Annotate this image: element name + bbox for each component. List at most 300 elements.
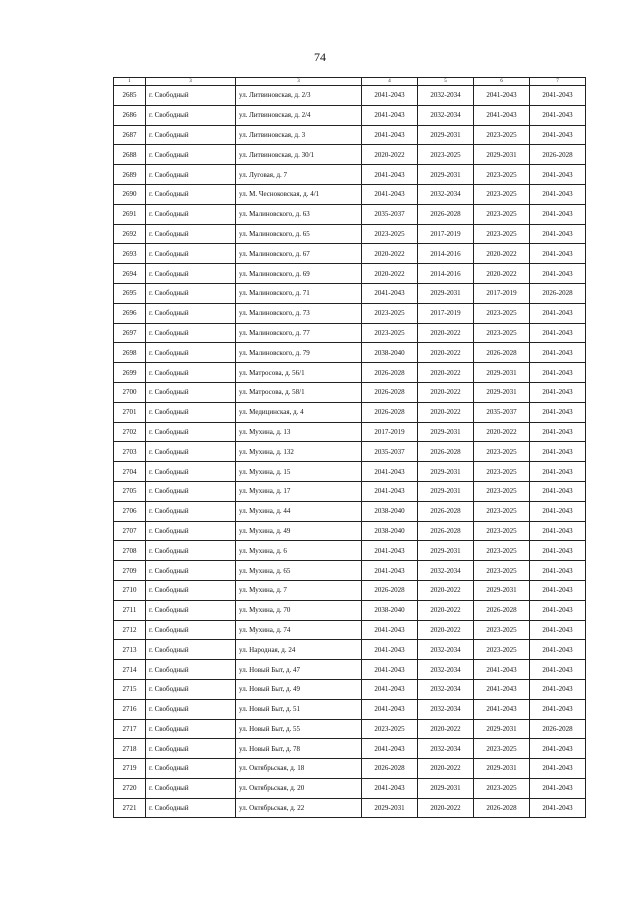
city-cell: г. Свободный	[146, 600, 236, 620]
table-row	[114, 739, 586, 759]
address-cell: ул. Луговая, д. 7	[236, 165, 362, 185]
period-cell-4: 2026-2028	[362, 580, 418, 600]
period-cell-6: 2020-2022	[474, 422, 530, 442]
period-cell-7: 2041-2043	[530, 640, 586, 660]
period-cell-7: 2041-2043	[530, 224, 586, 244]
period-cell-5: 2032-2034	[418, 184, 474, 204]
address-cell: ул. Мухина, д. 44	[236, 501, 362, 521]
row-number: 2705	[114, 481, 146, 501]
row-number: 2702	[114, 422, 146, 442]
period-cell-6: 2026-2028	[474, 798, 530, 818]
period-cell-5: 2032-2034	[418, 739, 474, 759]
period-cell-5: 2020-2022	[418, 382, 474, 402]
row-number: 2697	[114, 323, 146, 343]
period-cell-4: 2026-2028	[362, 759, 418, 779]
table-row	[114, 521, 586, 541]
table-row	[114, 125, 586, 145]
period-cell-4: 2041-2043	[362, 125, 418, 145]
address-cell: ул. Октябрьская, д. 18	[236, 759, 362, 779]
period-cell-5: 2020-2022	[418, 719, 474, 739]
period-cell-7: 2041-2043	[530, 699, 586, 719]
city-cell: г. Свободный	[146, 343, 236, 363]
period-cell-7: 2041-2043	[530, 739, 586, 759]
address-cell: ул. Мухина, д. 132	[236, 442, 362, 462]
address-cell: ул. Мухина, д. 49	[236, 521, 362, 541]
period-cell-5: 2020-2022	[418, 323, 474, 343]
period-cell-4: 2041-2043	[362, 699, 418, 719]
period-cell-5: 2032-2034	[418, 105, 474, 125]
city-cell: г. Свободный	[146, 521, 236, 541]
table-row	[114, 620, 586, 640]
city-cell: г. Свободный	[146, 283, 236, 303]
period-cell-4: 2041-2043	[362, 86, 418, 106]
period-cell-7: 2041-2043	[530, 125, 586, 145]
period-cell-5: 2029-2031	[418, 462, 474, 482]
period-cell-6: 2026-2028	[474, 343, 530, 363]
period-cell-5: 2032-2034	[418, 699, 474, 719]
city-cell: г. Свободный	[146, 264, 236, 284]
period-cell-6: 2041-2043	[474, 660, 530, 680]
period-cell-4: 2035-2037	[362, 442, 418, 462]
address-cell: ул. Малиновского, д. 65	[236, 224, 362, 244]
period-cell-4: 2020-2022	[362, 145, 418, 165]
period-cell-6: 2029-2031	[474, 363, 530, 383]
address-cell: ул. Мухина, д. 6	[236, 541, 362, 561]
period-cell-6: 2023-2025	[474, 620, 530, 640]
row-number: 2693	[114, 244, 146, 264]
period-cell-4: 2041-2043	[362, 283, 418, 303]
period-cell-4: 2041-2043	[362, 184, 418, 204]
period-cell-4: 2026-2028	[362, 382, 418, 402]
period-cell-4: 2041-2043	[362, 620, 418, 640]
period-cell-6: 2029-2031	[474, 382, 530, 402]
period-cell-4: 2020-2022	[362, 264, 418, 284]
period-cell-6: 2026-2028	[474, 600, 530, 620]
column-header: 5	[418, 78, 474, 86]
city-cell: г. Свободный	[146, 442, 236, 462]
row-number: 2720	[114, 778, 146, 798]
address-cell: ул. Новый Быт, д. 49	[236, 679, 362, 699]
period-cell-5: 2020-2022	[418, 580, 474, 600]
row-number: 2712	[114, 620, 146, 640]
period-cell-6: 2023-2025	[474, 521, 530, 541]
table-row	[114, 303, 586, 323]
period-cell-5: 2029-2031	[418, 778, 474, 798]
page-number: 74	[314, 50, 326, 64]
period-cell-5: 2026-2028	[418, 442, 474, 462]
city-cell: г. Свободный	[146, 224, 236, 244]
period-cell-4: 2041-2043	[362, 679, 418, 699]
city-cell: г. Свободный	[146, 660, 236, 680]
city-cell: г. Свободный	[146, 204, 236, 224]
row-number: 2685	[114, 86, 146, 106]
period-cell-7: 2041-2043	[530, 620, 586, 640]
address-cell: ул. Малиновского, д. 73	[236, 303, 362, 323]
address-cell: ул. Матросова, д. 58/1	[236, 382, 362, 402]
period-cell-7: 2041-2043	[530, 165, 586, 185]
period-cell-5: 2020-2022	[418, 402, 474, 422]
period-cell-4: 2041-2043	[362, 778, 418, 798]
period-cell-7: 2041-2043	[530, 343, 586, 363]
row-number: 2698	[114, 343, 146, 363]
period-cell-6: 2023-2025	[474, 442, 530, 462]
table-row	[114, 402, 586, 422]
period-cell-6: 2023-2025	[474, 462, 530, 482]
address-cell: ул. Литвиновская, д. 2/4	[236, 105, 362, 125]
period-cell-5: 2020-2022	[418, 343, 474, 363]
table-row	[114, 204, 586, 224]
city-cell: г. Свободный	[146, 86, 236, 106]
row-number: 2709	[114, 561, 146, 581]
table-body	[114, 86, 586, 818]
column-header: 1	[114, 78, 146, 86]
table-row	[114, 679, 586, 699]
city-cell: г. Свободный	[146, 719, 236, 739]
city-cell: г. Свободный	[146, 501, 236, 521]
address-cell: ул. Новый Быт, д. 78	[236, 739, 362, 759]
period-cell-6: 2029-2031	[474, 580, 530, 600]
address-cell: ул. Малиновского, д. 63	[236, 204, 362, 224]
period-cell-4: 2023-2025	[362, 303, 418, 323]
row-number: 2701	[114, 402, 146, 422]
table-row	[114, 244, 586, 264]
period-cell-4: 2020-2022	[362, 244, 418, 264]
table-row	[114, 382, 586, 402]
address-cell: ул. Новый Быт, д. 55	[236, 719, 362, 739]
row-number: 2699	[114, 363, 146, 383]
period-cell-5: 2014-2016	[418, 244, 474, 264]
row-number: 2689	[114, 165, 146, 185]
period-cell-4: 2038-2040	[362, 521, 418, 541]
period-cell-7: 2041-2043	[530, 184, 586, 204]
table-row	[114, 283, 586, 303]
period-cell-5: 2020-2022	[418, 798, 474, 818]
city-cell: г. Свободный	[146, 125, 236, 145]
city-cell: г. Свободный	[146, 382, 236, 402]
period-cell-7: 2041-2043	[530, 323, 586, 343]
table-row	[114, 759, 586, 779]
period-cell-7: 2041-2043	[530, 778, 586, 798]
address-cell: ул. Мухина, д. 13	[236, 422, 362, 442]
period-cell-5: 2029-2031	[418, 125, 474, 145]
city-cell: г. Свободный	[146, 699, 236, 719]
period-cell-6: 2041-2043	[474, 105, 530, 125]
period-cell-7: 2041-2043	[530, 422, 586, 442]
city-cell: г. Свободный	[146, 679, 236, 699]
row-number: 2715	[114, 679, 146, 699]
address-cell: ул. Октябрьская, д. 20	[236, 778, 362, 798]
period-cell-4: 2026-2028	[362, 363, 418, 383]
period-cell-7: 2041-2043	[530, 521, 586, 541]
table-row	[114, 699, 586, 719]
period-cell-6: 2041-2043	[474, 86, 530, 106]
address-cell: ул. Октябрьская, д. 22	[236, 798, 362, 818]
table-row	[114, 165, 586, 185]
row-number: 2703	[114, 442, 146, 462]
row-number: 2719	[114, 759, 146, 779]
period-cell-4: 2023-2025	[362, 719, 418, 739]
table-row	[114, 442, 586, 462]
city-cell: г. Свободный	[146, 778, 236, 798]
period-cell-5: 2029-2031	[418, 422, 474, 442]
period-cell-5: 2014-2016	[418, 264, 474, 284]
row-number: 2714	[114, 660, 146, 680]
period-cell-7: 2041-2043	[530, 541, 586, 561]
period-cell-5: 2032-2034	[418, 640, 474, 660]
register-table	[113, 77, 586, 818]
period-cell-6: 2017-2019	[474, 283, 530, 303]
table-row	[114, 264, 586, 284]
period-cell-6: 2023-2025	[474, 125, 530, 145]
period-cell-5: 2032-2034	[418, 561, 474, 581]
column-header: 6	[474, 78, 530, 86]
period-cell-6: 2023-2025	[474, 501, 530, 521]
period-cell-5: 2032-2034	[418, 660, 474, 680]
period-cell-5: 2029-2031	[418, 481, 474, 501]
period-cell-4: 2041-2043	[362, 481, 418, 501]
period-cell-6: 2020-2022	[474, 244, 530, 264]
period-cell-6: 2023-2025	[474, 778, 530, 798]
address-cell: ул. Малиновского, д. 69	[236, 264, 362, 284]
period-cell-7: 2041-2043	[530, 303, 586, 323]
city-cell: г. Свободный	[146, 561, 236, 581]
period-cell-4: 2038-2040	[362, 501, 418, 521]
row-number: 2707	[114, 521, 146, 541]
address-cell: ул. Литвиновская, д. 2/3	[236, 86, 362, 106]
city-cell: г. Свободный	[146, 798, 236, 818]
period-cell-4: 2017-2019	[362, 422, 418, 442]
row-number: 2721	[114, 798, 146, 818]
period-cell-6: 2029-2031	[474, 719, 530, 739]
address-cell: ул. Малиновского, д. 79	[236, 343, 362, 363]
city-cell: г. Свободный	[146, 363, 236, 383]
period-cell-4: 2023-2025	[362, 323, 418, 343]
period-cell-5: 2032-2034	[418, 679, 474, 699]
column-header: 3	[236, 78, 362, 86]
period-cell-4: 2041-2043	[362, 165, 418, 185]
period-cell-5: 2020-2022	[418, 759, 474, 779]
period-cell-4: 2041-2043	[362, 660, 418, 680]
city-cell: г. Свободный	[146, 620, 236, 640]
address-cell: ул. Мухина, д. 70	[236, 600, 362, 620]
period-cell-6: 2023-2025	[474, 481, 530, 501]
period-cell-6: 2041-2043	[474, 679, 530, 699]
table-row	[114, 719, 586, 739]
period-cell-6: 2029-2031	[474, 759, 530, 779]
period-cell-6: 2023-2025	[474, 323, 530, 343]
period-cell-6: 2035-2037	[474, 402, 530, 422]
period-cell-5: 2020-2022	[418, 620, 474, 640]
city-cell: г. Свободный	[146, 541, 236, 561]
table-row	[114, 798, 586, 818]
period-cell-6: 2023-2025	[474, 640, 530, 660]
period-cell-7: 2041-2043	[530, 759, 586, 779]
period-cell-7: 2041-2043	[530, 679, 586, 699]
city-cell: г. Свободный	[146, 640, 236, 660]
table-row	[114, 640, 586, 660]
table-row	[114, 481, 586, 501]
period-cell-4: 2041-2043	[362, 462, 418, 482]
city-cell: г. Свободный	[146, 323, 236, 343]
period-cell-7: 2041-2043	[530, 382, 586, 402]
city-cell: г. Свободный	[146, 481, 236, 501]
row-number: 2716	[114, 699, 146, 719]
period-cell-7: 2041-2043	[530, 363, 586, 383]
period-cell-6: 2023-2025	[474, 303, 530, 323]
city-cell: г. Свободный	[146, 105, 236, 125]
row-number: 2704	[114, 462, 146, 482]
city-cell: г. Свободный	[146, 580, 236, 600]
city-cell: г. Свободный	[146, 165, 236, 185]
period-cell-4: 2041-2043	[362, 541, 418, 561]
period-cell-6: 2023-2025	[474, 739, 530, 759]
table-row	[114, 363, 586, 383]
period-cell-7: 2041-2043	[530, 481, 586, 501]
period-cell-6: 2020-2022	[474, 264, 530, 284]
period-cell-7: 2041-2043	[530, 462, 586, 482]
period-cell-7: 2041-2043	[530, 561, 586, 581]
period-cell-6: 2023-2025	[474, 184, 530, 204]
row-number: 2696	[114, 303, 146, 323]
period-cell-4: 2023-2025	[362, 224, 418, 244]
row-number: 2692	[114, 224, 146, 244]
column-header: 3	[146, 78, 236, 86]
period-cell-4: 2026-2028	[362, 402, 418, 422]
row-number: 2718	[114, 739, 146, 759]
row-number: 2695	[114, 283, 146, 303]
period-cell-6: 2041-2043	[474, 699, 530, 719]
period-cell-4: 2041-2043	[362, 640, 418, 660]
period-cell-7: 2041-2043	[530, 798, 586, 818]
period-cell-6: 2029-2031	[474, 145, 530, 165]
address-cell: ул. Новый Быт, д. 47	[236, 660, 362, 680]
period-cell-4: 2035-2037	[362, 204, 418, 224]
period-cell-4: 2041-2043	[362, 739, 418, 759]
table-row	[114, 501, 586, 521]
period-cell-7: 2041-2043	[530, 86, 586, 106]
period-cell-5: 2026-2028	[418, 204, 474, 224]
address-cell: ул. Матросова, д. 56/1	[236, 363, 362, 383]
address-cell: ул. Малиновского, д. 77	[236, 323, 362, 343]
address-cell: ул. Малиновского, д. 67	[236, 244, 362, 264]
address-cell: ул. Литвиновская, д. 30/1	[236, 145, 362, 165]
period-cell-7: 2041-2043	[530, 244, 586, 264]
table-row	[114, 541, 586, 561]
period-cell-7: 2041-2043	[530, 402, 586, 422]
period-cell-6: 2023-2025	[474, 224, 530, 244]
city-cell: г. Свободный	[146, 422, 236, 442]
column-header: 7	[530, 78, 586, 86]
row-number: 2711	[114, 600, 146, 620]
row-number: 2686	[114, 105, 146, 125]
address-cell: ул. Мухина, д. 17	[236, 481, 362, 501]
table-row	[114, 462, 586, 482]
city-cell: г. Свободный	[146, 145, 236, 165]
city-cell: г. Свободный	[146, 759, 236, 779]
period-cell-5: 2017-2019	[418, 303, 474, 323]
address-cell: ул. Мухина, д. 15	[236, 462, 362, 482]
address-cell: ул. Мухина, д. 65	[236, 561, 362, 581]
city-cell: г. Свободный	[146, 244, 236, 264]
row-number: 2713	[114, 640, 146, 660]
period-cell-7: 2041-2043	[530, 105, 586, 125]
period-cell-6: 2023-2025	[474, 561, 530, 581]
row-number: 2717	[114, 719, 146, 739]
city-cell: г. Свободный	[146, 184, 236, 204]
table-row	[114, 580, 586, 600]
period-cell-7: 2041-2043	[530, 264, 586, 284]
row-number: 2687	[114, 125, 146, 145]
period-cell-5: 2020-2022	[418, 363, 474, 383]
period-cell-5: 2029-2031	[418, 283, 474, 303]
row-number: 2706	[114, 501, 146, 521]
period-cell-7: 2041-2043	[530, 501, 586, 521]
table-row	[114, 86, 586, 106]
address-cell: ул. Народная, д. 24	[236, 640, 362, 660]
period-cell-5: 2020-2022	[418, 600, 474, 620]
table-row	[114, 145, 586, 165]
period-cell-5: 2026-2028	[418, 521, 474, 541]
column-header: 4	[362, 78, 418, 86]
period-cell-5: 2029-2031	[418, 165, 474, 185]
period-cell-7: 2041-2043	[530, 204, 586, 224]
table-row	[114, 778, 586, 798]
table-header	[114, 78, 586, 86]
address-cell: ул. Медицинская, д. 4	[236, 402, 362, 422]
period-cell-7: 2026-2028	[530, 719, 586, 739]
period-cell-5: 2026-2028	[418, 501, 474, 521]
period-cell-5: 2023-2025	[418, 145, 474, 165]
period-cell-5: 2032-2034	[418, 86, 474, 106]
address-cell: ул. Мухина, д. 74	[236, 620, 362, 640]
period-cell-5: 2017-2019	[418, 224, 474, 244]
row-number: 2691	[114, 204, 146, 224]
city-cell: г. Свободный	[146, 739, 236, 759]
address-cell: ул. Новый Быт, д. 51	[236, 699, 362, 719]
address-cell: ул. Малиновского, д. 71	[236, 283, 362, 303]
table-row	[114, 600, 586, 620]
city-cell: г. Свободный	[146, 402, 236, 422]
period-cell-4: 2038-2040	[362, 600, 418, 620]
city-cell: г. Свободный	[146, 303, 236, 323]
address-cell: ул. М. Чесноковская, д. 4/1	[236, 184, 362, 204]
table-row	[114, 105, 586, 125]
row-number: 2694	[114, 264, 146, 284]
row-number: 2710	[114, 580, 146, 600]
table-row	[114, 422, 586, 442]
address-cell: ул. Литвиновская, д. 3	[236, 125, 362, 145]
row-number: 2690	[114, 184, 146, 204]
address-cell: ул. Мухина, д. 7	[236, 580, 362, 600]
table-row	[114, 561, 586, 581]
city-cell: г. Свободный	[146, 462, 236, 482]
period-cell-7: 2041-2043	[530, 600, 586, 620]
period-cell-5: 2029-2031	[418, 541, 474, 561]
period-cell-7: 2041-2043	[530, 660, 586, 680]
period-cell-7: 2026-2028	[530, 145, 586, 165]
table-row	[114, 660, 586, 680]
period-cell-7: 2041-2043	[530, 580, 586, 600]
period-cell-6: 2023-2025	[474, 204, 530, 224]
period-cell-7: 2041-2043	[530, 442, 586, 462]
row-number: 2700	[114, 382, 146, 402]
table-row	[114, 224, 586, 244]
period-cell-6: 2023-2025	[474, 541, 530, 561]
period-cell-4: 2029-2031	[362, 798, 418, 818]
period-cell-6: 2023-2025	[474, 165, 530, 185]
period-cell-4: 2041-2043	[362, 105, 418, 125]
period-cell-4: 2041-2043	[362, 561, 418, 581]
